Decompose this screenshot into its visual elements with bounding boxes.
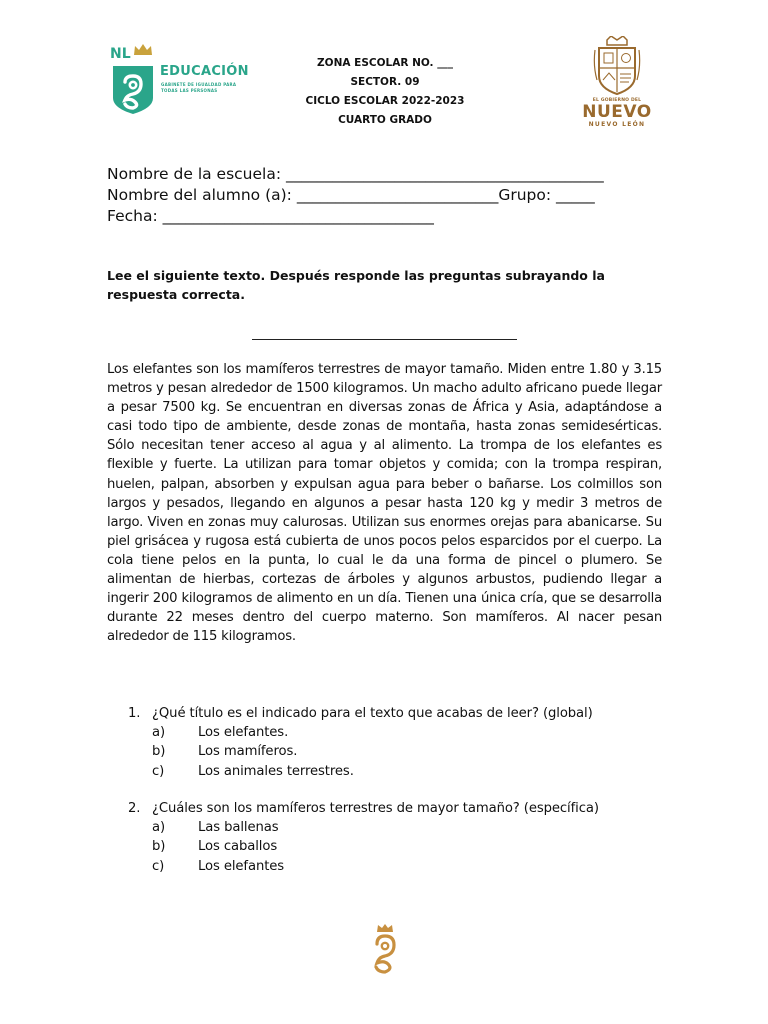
question-number: 2.: [128, 801, 141, 816]
divider-line: [252, 339, 517, 340]
option-text: Las ballenas: [198, 820, 279, 836]
answer-option[interactable]: [107, 837, 667, 856]
option-letter: a): [152, 725, 166, 741]
option-text: Los elefantes.: [198, 725, 289, 741]
question-1: [107, 704, 667, 781]
footer-emblem-icon: [366, 924, 404, 976]
logo-big-text: NUEVO: [582, 102, 652, 122]
option-letter: b): [152, 839, 166, 855]
answer-option[interactable]: [107, 742, 667, 761]
question-text: [107, 704, 667, 723]
shield-emblem-icon: [111, 64, 155, 116]
student-info-fields: [107, 164, 667, 227]
answer-option[interactable]: [107, 762, 667, 781]
nuevo-leon-government-logo: [580, 36, 654, 128]
question-2: [107, 799, 667, 876]
option-text: Los caballos: [198, 839, 278, 855]
option-letter: c): [152, 763, 165, 779]
question-text: [107, 799, 667, 818]
option-letter: a): [152, 820, 166, 836]
logo-tagline: GABINETE DE IGUALDAD PARA TODAS LAS PERSONAS: [161, 82, 237, 93]
header-line-cycle: CICLO ESCOLAR 2022-2023: [305, 95, 465, 107]
option-letter: c): [152, 858, 165, 874]
answer-option[interactable]: [107, 723, 667, 742]
answer-option[interactable]: [107, 857, 667, 876]
option-text: Los mamíferos.: [198, 744, 298, 760]
header-line-grade: CUARTO GRADO: [338, 114, 432, 126]
date-field[interactable]: Fecha: ___________________________________: [107, 207, 434, 225]
question-number: 1.: [128, 706, 141, 721]
option-letter: b): [152, 744, 166, 760]
logo-sub-text: NUEVO LEÓN: [588, 121, 646, 128]
crown-icon: [133, 44, 153, 56]
question-prompt: ¿Qué título es el indicado para el texto que acabas de leer? (global): [152, 706, 593, 721]
logo-mark-text: NL: [110, 46, 131, 62]
coat-of-arms-icon: [593, 36, 641, 96]
instructions: Lee el siguiente texto. Después responde las preguntas subrayando la respuesta correcta.: [107, 268, 605, 302]
header-line-zone: ZONA ESCOLAR NO. ___: [317, 57, 453, 69]
question-prompt: ¿Cuáles son los mamíferos terrestres de mayor tamaño? (específica): [152, 801, 599, 816]
reading-passage: Los elefantes son los mamíferos terrestres de mayor tamaño. Miden entre 1.80 y 3.15 metros y pesan alrededor de 1500 kilogramos. Un macho adulto africano puede llegar a pesar 7500 kg. Se encuentran en diversas zonas de África y Asia, adaptándose a casi todo tipo de ambiente, desde zonas de montaña, hasta zonas semidesérticas. Sólo necesitan tener acceso al agua y al alimento. La trompa de los elefantes es flexible y fuerte. La utilizan para tomar objetos y comida; con la trompa respiran, huelen, palpan, absorben y expulsan agua para beber o bañarse. Los colmillos son largos y pesados, llegando en algunos a pesar hasta 120 kg y medir 3 metros de largo. Viven en zonas muy calurosas. Utilizan sus enormes orejas para abanicarse. Su piel grisácea y rugosa está cubierta de unos pocos pelos esparcidos por el cuerpo. La cola tiene pelos en la punta, lo cual le da una forma de pincel o plumero. Se alimentan de hierbas, cortezas de árboles y algunos arbustos, pudiendo llegar a ingerir 200 kilogramos de alimento en un día. Tienen una única cría, que se desarrolla durante 22 meses dentro del cuerpo materno. Son mamíferos. Al nacer pesan alrededor de 115 kilogramos.: [107, 362, 662, 645]
student-name-field[interactable]: Nombre del alumno (a): __________________________Grupo: _____: [107, 186, 595, 204]
school-name-field[interactable]: Nombre de la escuela: _________________________________________: [107, 165, 604, 183]
header-line-sector: SECTOR. 09: [350, 76, 420, 88]
logo-small-text: EL GOBIERNO DEL: [592, 98, 642, 103]
logo-name: EDUCACIÓN: [160, 64, 249, 79]
option-text: Los elefantes: [198, 858, 285, 874]
option-text: Los animales terrestres.: [198, 763, 354, 779]
nl-educacion-logo: [108, 46, 248, 118]
answer-option[interactable]: [107, 818, 667, 837]
header-info: [280, 54, 490, 130]
